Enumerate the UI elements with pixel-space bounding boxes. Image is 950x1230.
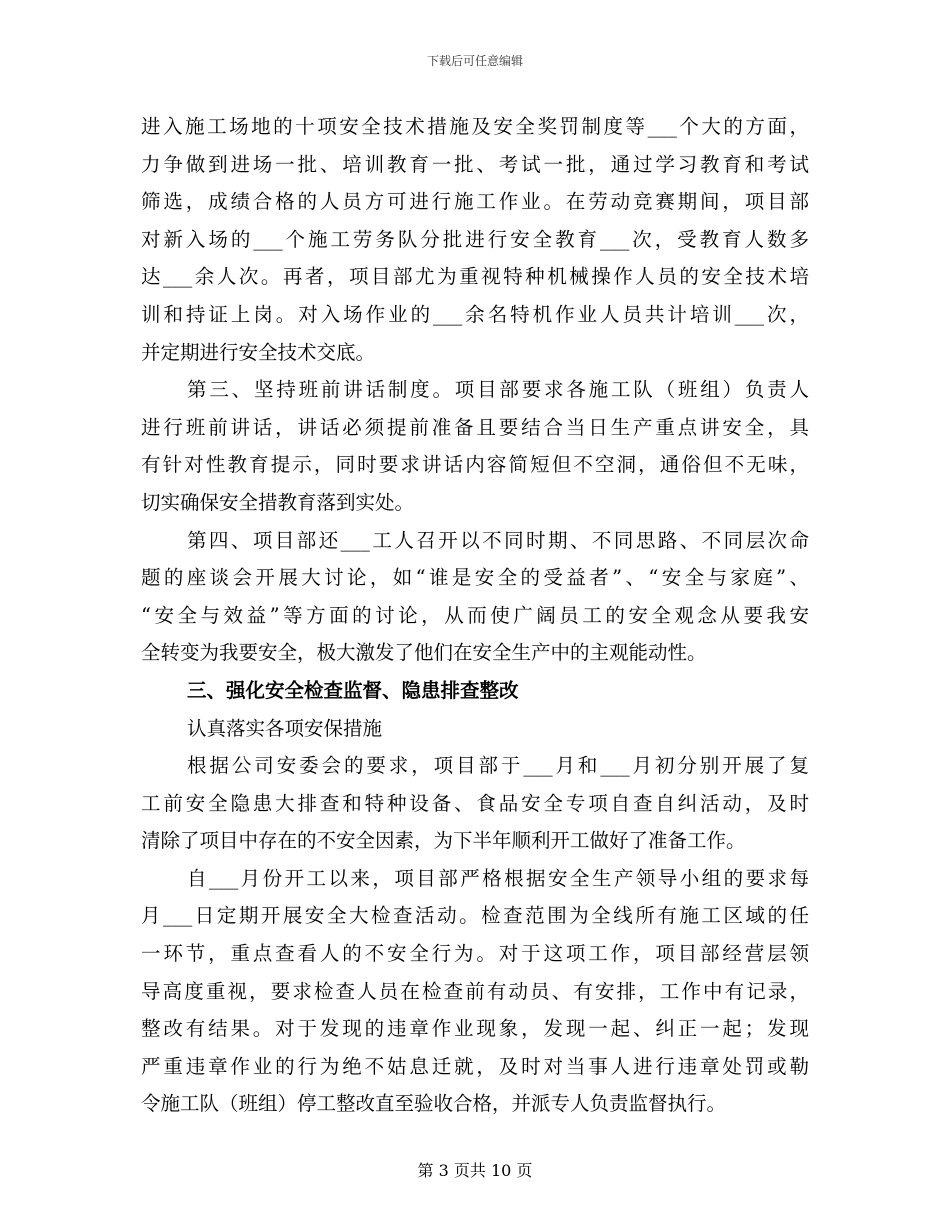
document-body	[141, 108, 809, 1123]
body-line-14: “安全与效益”等方面的讨论，从而使广阔员工的安全观念从要我安	[141, 603, 809, 627]
body-line-8: 第三、坚持班前讲话制度。项目部要求各施工队（班组）负责人	[187, 378, 809, 402]
page-header: 下载后可任意编辑	[426, 54, 523, 68]
body-line-26: 严重违章作业的行为绝不姑息迁就，及时对当事人进行违章处罚或勒	[141, 1054, 809, 1078]
body-line-7: 并定期进行安全技术交底。	[141, 340, 376, 364]
body-line-1: 进入施工场地的十项安全技术措施及安全奖罚制度等___个大的方面，	[141, 115, 809, 138]
body-line-20: 清除了项目中存在的不安全因素，为下半年顺利开工做好了准备工作。	[141, 829, 746, 853]
body-line-5: 达___余人次。再者，项目部尤为重视特种机械操作人员的安全技术培	[141, 265, 809, 289]
body-line-3: 筛选，成绩合格的人员方可进行施工作业。在劳动竞赛期间，项目部	[141, 190, 809, 214]
body-line-22: 月___日定期开展安全大检查活动。检查范围为全线所有施工区域的任	[141, 904, 809, 928]
body-line-21: 自___月份开工以来，项目部严格根据安全生产领导小组的要求每	[187, 866, 809, 890]
body-line-9: 进行班前讲话，讲话必须提前准备且要结合当日生产重点讲安全，具	[141, 415, 809, 439]
body-line-10: 有针对性教育提示，同时要求讲话内容简短但不空洞，通俗但不无味，	[141, 453, 809, 477]
page-footer: 第 3 页共 10 页	[417, 1161, 533, 1180]
section-heading: 三、强化安全检查监督、隐患排查整改	[187, 678, 519, 702]
body-line-6: 训和持证上岗。对入场作业的___余名特机作业人员共计培训___次，	[141, 302, 809, 326]
body-line-4: 对新入场的___个施工劳务队分批进行安全教育___次，受教育人数多	[141, 227, 809, 251]
body-line-24: 导高度重视，要求检查人员在检查前有动员、有安排，工作中有记录，	[141, 979, 809, 1003]
subheading: 认真落实各项安保措施	[187, 716, 383, 740]
body-line-19: 工前安全隐患大排查和特种设备、食品安全专项自查自纠活动，及时	[141, 791, 809, 815]
body-line-18: 根据公司安委会的要求，项目部于___月和___月初分别开展了复	[187, 754, 809, 778]
body-line-2: 力争做到进场一批、培训教育一批、考试一批，通过学习教育和考试	[141, 152, 809, 176]
body-line-23: 一环节，重点查看人的不安全行为。对于这项工作，项目部经营层领	[141, 942, 809, 966]
body-line-13: 题的座谈会开展大讨论，如“谁是安全的受益者”、“安全与家庭”、	[141, 566, 809, 590]
body-line-27: 令施工队（班组）停工整改直至验收合格，并派专人负责监督执行。	[141, 1092, 727, 1116]
body-line-12: 第四、项目部还___工人召开以不同时期、不同思路、不同层次命	[187, 528, 809, 552]
body-line-25: 整改有结果。对于发现的违章作业现象，发现一起、纠正一起；发现	[141, 1017, 809, 1041]
body-line-11: 切实确保安全措教育落到实处。	[141, 490, 415, 514]
body-line-15: 全转变为我要安全，极大激发了他们在安全生产中的主观能动性。	[141, 641, 707, 665]
